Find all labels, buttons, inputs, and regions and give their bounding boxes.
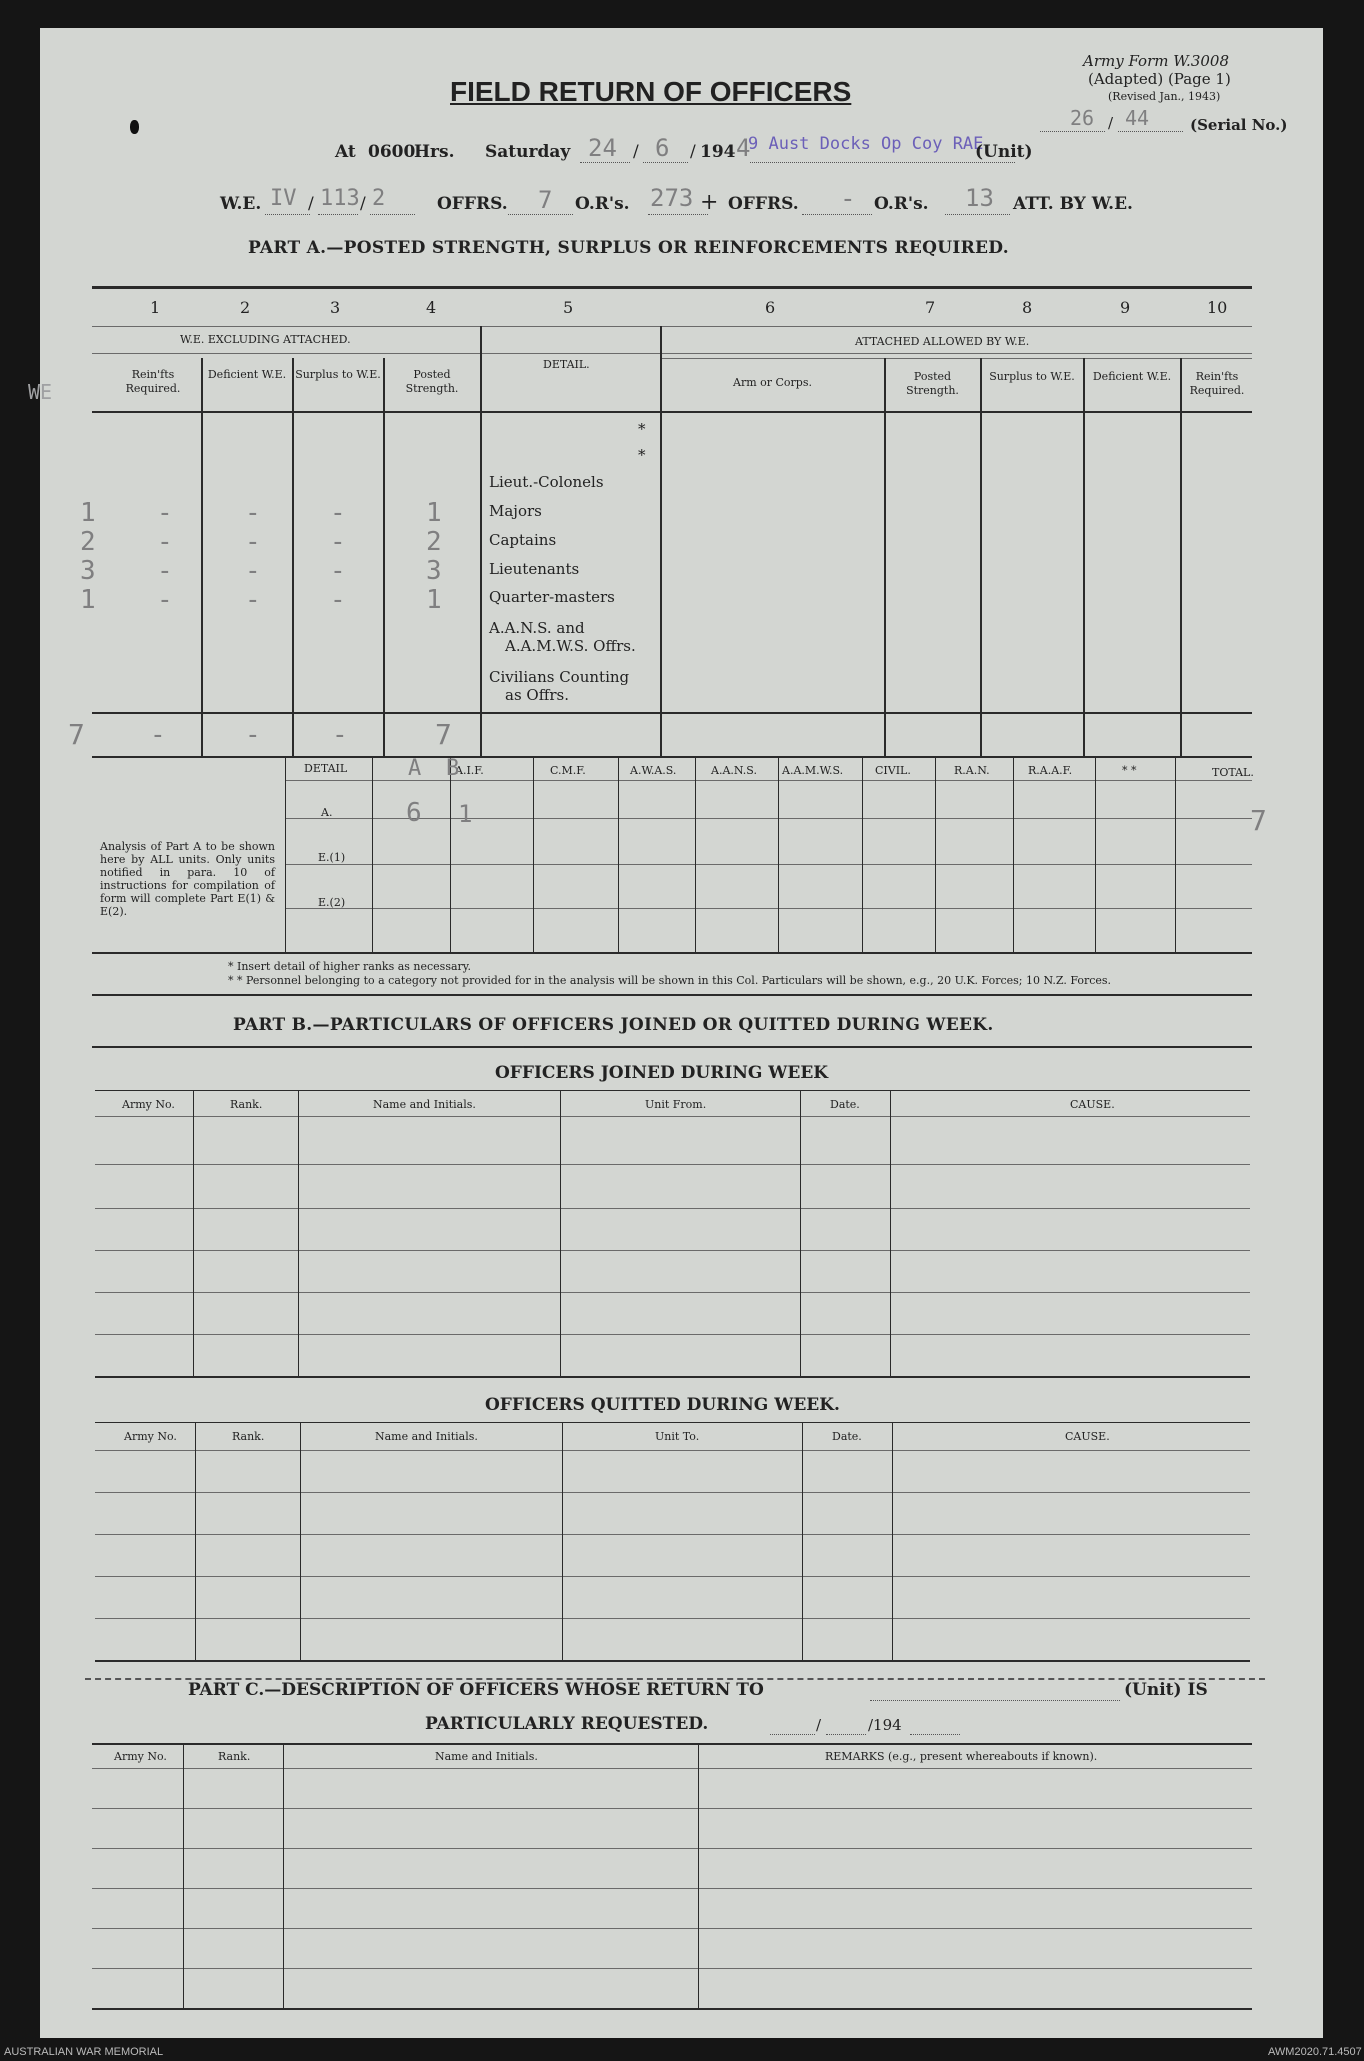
rank-label-aans: A.A.N.S. and <box>489 619 585 637</box>
rank-label: Captains <box>489 531 557 549</box>
we-value-b: 113 <box>320 186 360 211</box>
deficient-value: - <box>245 556 261 586</box>
form-page: Army Form W.3008 (Adapted) (Page 1) (Revised Jan., 1943) FIELD RETURN OF OFFICERS 26 / 44 (Serial No.) At 0600 Hrs. Saturday 24 / 6 / 194 4 9 Aust Docks Op Coy RAE (Unit) W.E. IV / 113 / 2 OFFRS. 7 O.R's. 273 + OFFRS. - O.R's. 13 ATT. BY W.E. PART A.—POSTED STRENGTH, SURPLUS OR REINFORCEMENTS REQUIRED. 1 2 3 4 5 6 7 8 9 10 W.E. EXCLUDING ATTACHED. ATTACHED ALLOWED BY W.E. DETAIL. Rein'fts Required. Deficient W.E. Surplus to W.E. Posted Strength. Arm or Corps. Posted Strength. Surplus to W.E. Deficient W.E. Rein'fts Required. WE * * Lieut.-Colonels Majors Captains Lieutenants Quarter-masters A.A.N.S. and A.A.M.W.S. Offrs. Civilians Counting as Offrs. 1 - - - 1 2 - - - 2 3 - - - 3 1 - - - 1 7 - - - 7 DETAIL A.I.F. C.M.F. A.W.A.S. A.A.N.S. A.A.M.W.S. CIVIL. R.A.N. R.A.A.F. * * TOTAL. A B Analysis of Part A to be shown here by ALL units. Only units notified in para. 10 of instructions for compilation of form will complete Part E(1) & E(2). A. E.(1) E.(2) 6 1 7 * Insert detail of higher ranks as necessary. * * Personnel belonging to a category not provided for in the analysis will be shown in this Col. Particulars will be shown, e.g., 20 U.K. Forces; 10 N.Z. Forces. PART B.—PARTICULARS OF OFFICERS JOINED OR QUITTED DURING WEEK. OFFICERS JOINED DURING WEEK Army No. Rank. Name and Initials. Unit From. Date. CAUSE. OFFICERS QUITTED DURING WEEK. Army No. Rank. Name and Initials. Unit To. Date. CAUSE. PART C.—DESCRIPTION OF OFFICERS WHOSE RETURN TO (Unit) IS PARTICULARLY REQUESTED. / /194 Army No. Rank. Name and Initials. REMARKS (e.g., present whereabouts if known). <box>40 28 1323 2038</box>
analysis-row-label: E.(2) <box>318 896 346 909</box>
joined-header-army-no: Army No. <box>122 1098 175 1111</box>
reinfts-value: - <box>157 556 173 586</box>
hrs-label: Hrs. <box>414 142 455 162</box>
analysis-aif-b: 1 <box>458 800 473 828</box>
part-c-header-remarks: REMARKS (e.g., present whereabouts if known). <box>825 1750 1098 1763</box>
serial-number-b: 44 <box>1125 106 1150 130</box>
posted-value: 2 <box>426 527 442 557</box>
star-mark: * <box>638 446 646 464</box>
rank-label-aans: A.A.M.W.S. Offrs. <box>505 637 636 655</box>
rank-label: Majors <box>489 502 542 520</box>
day-label: Saturday <box>485 142 571 162</box>
part-c-header-name: Name and Initials. <box>435 1750 538 1763</box>
analysis-header-civil: CIVIL. <box>875 764 911 777</box>
offrs2-label: OFFRS. <box>728 194 799 214</box>
col-number: 4 <box>426 298 437 317</box>
we-total: 7 <box>68 718 85 751</box>
ors-label: O.R's. <box>575 194 630 214</box>
date-day: 24 <box>588 134 617 162</box>
analysis-header-aif: A.I.F. <box>455 764 484 777</box>
unit-name: 9 Aust Docks Op Coy RAE <box>748 134 984 154</box>
joined-header-rank: Rank. <box>230 1098 263 1111</box>
subheader-deficient-att: Deficient W.E. <box>1092 370 1172 383</box>
rank-label: Lieutenants <box>489 560 580 578</box>
page-title: FIELD RETURN OF OFFICERS <box>450 76 852 107</box>
subheader-posted: Posted Strength. <box>405 368 459 395</box>
footer-right: AWM2020.71.4507 <box>1268 2046 1362 2058</box>
subheader-surplus: Surplus to W.E. <box>295 368 381 381</box>
col-number: 8 <box>1022 298 1033 317</box>
part-c-title: PART C.—DESCRIPTION OF OFFICERS WHOSE RETURN TO <box>188 1680 764 1700</box>
we-count: 1 <box>80 498 96 528</box>
joined-header-name: Name and Initials. <box>373 1098 476 1111</box>
deficient-value: - <box>245 498 261 528</box>
col-number: 2 <box>240 298 251 317</box>
rank-label-civilians: as Offrs. <box>505 686 569 704</box>
aif-handwritten-b: B <box>446 756 460 781</box>
surplus-value: - <box>330 527 346 557</box>
col-number: 3 <box>330 298 341 317</box>
analysis-header-ran: R.A.N. <box>954 764 990 777</box>
surplus-value: - <box>330 585 346 615</box>
col-number: 7 <box>925 298 936 317</box>
subheader-reinfts: Rein'fts Required. <box>125 368 181 395</box>
quitted-header-name: Name and Initials. <box>375 1430 478 1443</box>
analysis-row-label: E.(1) <box>318 851 346 864</box>
part-c-title-2: PARTICULARLY REQUESTED. <box>425 1714 709 1734</box>
joined-header-date: Date. <box>830 1098 860 1111</box>
att-label: ATT. BY W.E. <box>1013 194 1133 214</box>
analysis-header-aans: A.A.N.S. <box>711 764 757 777</box>
serial-label: (Serial No.) <box>1190 116 1288 134</box>
offrs-value: 7 <box>538 186 553 214</box>
detail-header: DETAIL. <box>543 358 590 371</box>
posted-total: 7 <box>435 718 452 751</box>
joined-title: OFFICERS JOINED DURING WEEK <box>495 1063 829 1083</box>
army-form-adapted: (Adapted) (Page 1) <box>1088 70 1231 88</box>
date-month: 6 <box>655 134 670 162</box>
army-form-revised: (Revised Jan., 1943) <box>1108 90 1221 103</box>
subheader-surplus-att: Surplus to W.E. <box>989 370 1075 383</box>
col-number: 10 <box>1207 298 1228 317</box>
surplus-value: - <box>330 498 346 528</box>
part-c-unit-label: (Unit) IS <box>1124 1680 1208 1700</box>
offrs2-value: - <box>840 184 856 214</box>
analysis-header-awas: A.W.A.S. <box>630 764 677 777</box>
rank-label: Lieut.-Colonels <box>489 473 604 491</box>
subheader-deficient: Deficient W.E. <box>207 368 287 381</box>
analysis-header-aamws: A.A.M.W.S. <box>782 764 844 777</box>
posted-value: 1 <box>426 585 442 615</box>
joined-header-unit-from: Unit From. <box>645 1098 707 1111</box>
part-a-title: PART A.—POSTED STRENGTH, SURPLUS OR REINFORCEMENTS REQUIRED. <box>248 238 1009 258</box>
analysis-header-other: * * <box>1122 764 1137 777</box>
analysis-header-cmf: C.M.F. <box>550 764 586 777</box>
reinfts-value: - <box>157 527 173 557</box>
aif-handwritten-a: A <box>408 756 422 781</box>
analysis-header-raaf: R.A.A.F. <box>1028 764 1073 777</box>
part-c-header-army-no: Army No. <box>114 1750 167 1763</box>
star-mark: * <box>638 420 646 438</box>
quitted-header-cause: CAUSE. <box>1065 1430 1110 1443</box>
army-form-number: Army Form W.3008 <box>1083 52 1229 70</box>
reinfts-value: - <box>157 498 173 528</box>
group-header-we: W.E. EXCLUDING ATTACHED. <box>180 333 351 346</box>
group-header-attached: ATTACHED ALLOWED BY W.E. <box>855 335 1030 348</box>
we-count: 1 <box>80 585 96 615</box>
analysis-row-label: A. <box>321 806 333 819</box>
unit-label: (Unit) <box>975 142 1033 162</box>
footnote: * Insert detail of higher ranks as necessary. <box>228 960 472 973</box>
reinfts-total: - <box>150 720 166 750</box>
col-number: 5 <box>563 298 574 317</box>
quitted-header-unit-to: Unit To. <box>655 1430 700 1443</box>
footnote: * * Personnel belonging to a category not provided for in the analysis will be shown in this Col. Particulars will be shown, e.g., 20 U.K. Forces; 10 N.Z. Forces. <box>228 974 1112 987</box>
analysis-total: 7 <box>1250 804 1267 837</box>
quitted-header-date: Date. <box>832 1430 862 1443</box>
col-number: 9 <box>1120 298 1131 317</box>
ors2-value: 13 <box>965 184 994 212</box>
margin-we-note: WE <box>28 380 53 404</box>
deficient-value: - <box>245 585 261 615</box>
col-number: 1 <box>150 298 161 317</box>
offrs-label: OFFRS. <box>437 194 508 214</box>
part-c-year: /194 <box>868 1716 902 1734</box>
footer-left: AUSTRALIAN WAR MEMORIAL <box>4 2046 164 2058</box>
deficient-total: - <box>245 720 261 750</box>
we-label: W.E. <box>220 194 262 214</box>
quitted-header-rank: Rank. <box>232 1430 265 1443</box>
year-prefix: 194 <box>700 142 736 162</box>
ors-value: 273 <box>650 184 694 212</box>
we-value-a: IV <box>270 186 297 211</box>
surplus-total: - <box>332 720 348 750</box>
posted-value: 1 <box>426 498 442 528</box>
at-label: At <box>335 142 356 162</box>
joined-header-cause: CAUSE. <box>1070 1098 1115 1111</box>
quitted-header-army-no: Army No. <box>124 1430 177 1443</box>
analysis-header-detail: DETAIL <box>304 762 348 775</box>
analysis-aif-a: 6 <box>406 798 422 828</box>
deficient-value: - <box>245 527 261 557</box>
posted-value: 3 <box>426 556 442 586</box>
we-count: 2 <box>80 527 96 557</box>
rank-label-civilians: Civilians Counting <box>489 668 630 686</box>
analysis-header-total: TOTAL. <box>1212 766 1254 779</box>
part-c-header-rank: Rank. <box>218 1750 251 1763</box>
quitted-title: OFFICERS QUITTED DURING WEEK. <box>485 1395 840 1415</box>
col-number: 6 <box>765 298 776 317</box>
year-digit: 4 <box>736 134 751 162</box>
plus-sign: + <box>700 190 719 215</box>
punch-mark <box>130 120 139 134</box>
analysis-note: Analysis of Part A to be shown here by ALL units. Only units notified in para. 10 of instructions for compilation of form will complete Part E(1) & E(2). <box>100 840 275 918</box>
we-value-c: 2 <box>372 186 386 211</box>
we-count: 3 <box>80 556 96 586</box>
ors2-label: O.R's. <box>874 194 929 214</box>
subheader-posted-att: Posted Strength. <box>906 370 959 397</box>
time-label: 0600 <box>368 142 416 162</box>
subheader-reinfts-att: Rein'fts Required. <box>1189 370 1245 397</box>
serial-number-a: 26 <box>1070 106 1095 130</box>
reinfts-value: - <box>157 585 173 615</box>
part-b-title: PART B.—PARTICULARS OF OFFICERS JOINED OR QUITTED DURING WEEK. <box>233 1015 994 1035</box>
subheader-arm-corps: Arm or Corps. <box>733 376 812 389</box>
surplus-value: - <box>330 556 346 586</box>
rank-label: Quarter-masters <box>489 588 615 606</box>
